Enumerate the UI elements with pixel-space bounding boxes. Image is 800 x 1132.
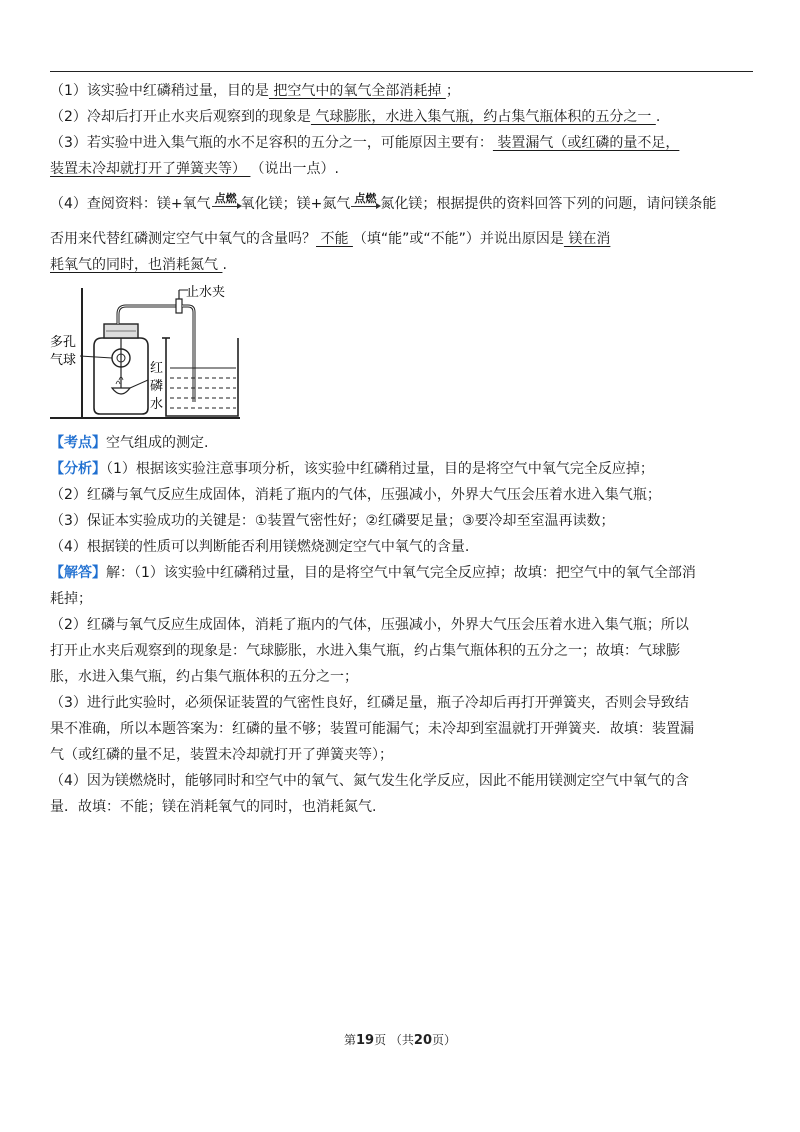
- kaodian-text: 空气组成的测定.: [106, 435, 209, 451]
- q4-answer-2a: 镁在消: [563, 231, 611, 247]
- page-total: 20: [413, 1033, 432, 1048]
- q3-end: （说出一点）.: [250, 161, 339, 177]
- q1-text: （1）该实验中红磷稍过量，目的是: [50, 83, 269, 99]
- arrow-icon: [212, 206, 240, 207]
- label-balloon-2: 气球: [50, 352, 77, 367]
- q4-end: .: [222, 257, 227, 273]
- reaction-arrow-2: [350, 191, 380, 207]
- q3-answer-part2: 装置未冷却就打开了弹簧夹等）: [50, 161, 251, 177]
- q4-text: （4）查阅资料：镁+氧气: [50, 196, 211, 212]
- jieda-text-4-2: 量．故填：不能；镁在消耗氧气的同时，也消耗氮气.: [50, 799, 377, 815]
- q4-text-mid1: 氧化镁；镁+氮气: [240, 196, 351, 212]
- fenxi-text-1: （1）根据该实验注意事项分析，该实验中红磷稍过量，目的是将空气中氧气完全反应掉；: [106, 461, 654, 477]
- fenxi-text-3: （3）保证本实验成功的关键是：①装置气密性好；②红磷要足量；③要冷却至室温再读数；: [50, 513, 615, 529]
- reaction-arrow-1: [211, 191, 241, 207]
- footer-suffix: 页）: [432, 1033, 457, 1047]
- q2-text: （2）冷却后打开止水夹后观察到的现象是: [50, 109, 311, 125]
- q1-end: ；: [445, 83, 460, 99]
- q4-question: 否用来代替红磷测定空气中氧气的含量吗？: [50, 231, 316, 247]
- q1-answer: 把空气中的氧气全部消耗掉: [268, 83, 446, 99]
- jieda-text-3-1: （3）进行此实验时，必须保证装置的气密性良好，红磷足量，瓶子冷却后再打开弹簧夹，否则会导致结: [50, 695, 689, 711]
- jieda-line-1: [50, 560, 755, 586]
- q4-text-hint: （填“能”或“不能”）并说出原因是: [352, 231, 564, 247]
- page-footer: [0, 1031, 800, 1048]
- q4-answer-2b: 耗氧气的同时，也消耗氮气: [50, 257, 223, 273]
- q2-end: .: [655, 109, 661, 125]
- apparatus-diagram: [50, 284, 250, 426]
- fenxi-tag: 【分析】: [50, 461, 106, 477]
- jieda-text-2-1: （2）红磷与氧气反应生成固体，消耗了瓶内的气体，压强减小，外界大气压会压着水进入集气瓶；所以: [50, 617, 689, 633]
- question-content: [50, 78, 755, 820]
- reaction-condition-2: 点燃: [354, 192, 377, 205]
- apparatus-figure: [50, 284, 755, 426]
- fenxi-text-4: （4）根据镁的性质可以判断能否利用镁燃烧测定空气中氧气的含量.: [50, 539, 470, 555]
- label-clamp: 止水夹: [186, 284, 226, 299]
- jieda-text-3-3: 气（或红磷的量不足，装置未冷却就打开了弹簧夹等）；: [50, 747, 393, 763]
- label-phosphorus-1: 红: [150, 360, 164, 375]
- q4-line-2: [50, 226, 755, 252]
- jieda-text-3-2: 果不准确，所以本题答案为：红磷的量不够；装置可能漏气；未冷却到室温就打开弹簧夹．故填：装置漏: [50, 721, 694, 737]
- jieda-text-2-3: 胀，水进入集气瓶，约占集气瓶体积的五分之一；: [50, 669, 358, 685]
- footer-prefix: 第: [343, 1033, 356, 1047]
- q2-answer: 气球膨胀，水进入集气瓶，约占集气瓶体积的五分之一: [310, 109, 656, 125]
- q3-line-1: [50, 130, 755, 156]
- kaodian-tag: 【考点】: [50, 435, 106, 451]
- arrow-icon: [351, 206, 379, 207]
- label-water: 水: [150, 396, 164, 411]
- page-number: 19: [355, 1033, 375, 1048]
- q4-line-3: [50, 252, 755, 278]
- q4-line-1: [50, 191, 755, 217]
- jieda-text-1-1: 解：（1）该实验中红磷稍过量，目的是将空气中氧气完全反应掉；故填：把空气中的氧气全部消: [106, 565, 696, 581]
- footer-middle: 页 （共: [374, 1033, 414, 1047]
- jieda-text-2-2: 打开止水夹后观察到的现象是：气球膨胀，水进入集气瓶，约占集气瓶体积的五分之一；故填：气球膨: [50, 643, 680, 659]
- jieda-text-1-2: 耗掉；: [50, 591, 92, 607]
- header-rule: [50, 71, 753, 72]
- jieda-tag: 【解答】: [50, 565, 106, 581]
- reaction-condition-1: 点燃: [214, 192, 237, 205]
- fenxi-line-1: [50, 456, 755, 482]
- q4-text-mid2: 氮化镁；根据提供的资料回答下列的问题，请问镁条能: [380, 196, 717, 212]
- jieda-text-4-1: （4）因为镁燃烧时，能够同时和空气中的氧气、氮气发生化学反应，因此不能用镁测定空气中氧气的含: [50, 773, 689, 789]
- fenxi-text-2: （2）红磷与氧气反应生成固体，消耗了瓶内的气体，压强减小，外界大气压会压着水进入集气瓶；: [50, 487, 661, 503]
- label-phosphorus-2: 磷: [150, 378, 164, 393]
- kaodian-line: [50, 430, 755, 456]
- q1-line: [50, 78, 755, 104]
- q3-line-2: [50, 156, 755, 182]
- q4-answer-1: 不能: [316, 231, 353, 247]
- q2-line: [50, 104, 755, 130]
- q3-answer-part1: 装置漏气（或红磷的量不足，: [492, 135, 680, 151]
- q3-text: （3）若实验中进入集气瓶的水不足容积的五分之一，可能原因主要有：: [50, 135, 493, 151]
- label-balloon-1: 多孔: [50, 334, 77, 349]
